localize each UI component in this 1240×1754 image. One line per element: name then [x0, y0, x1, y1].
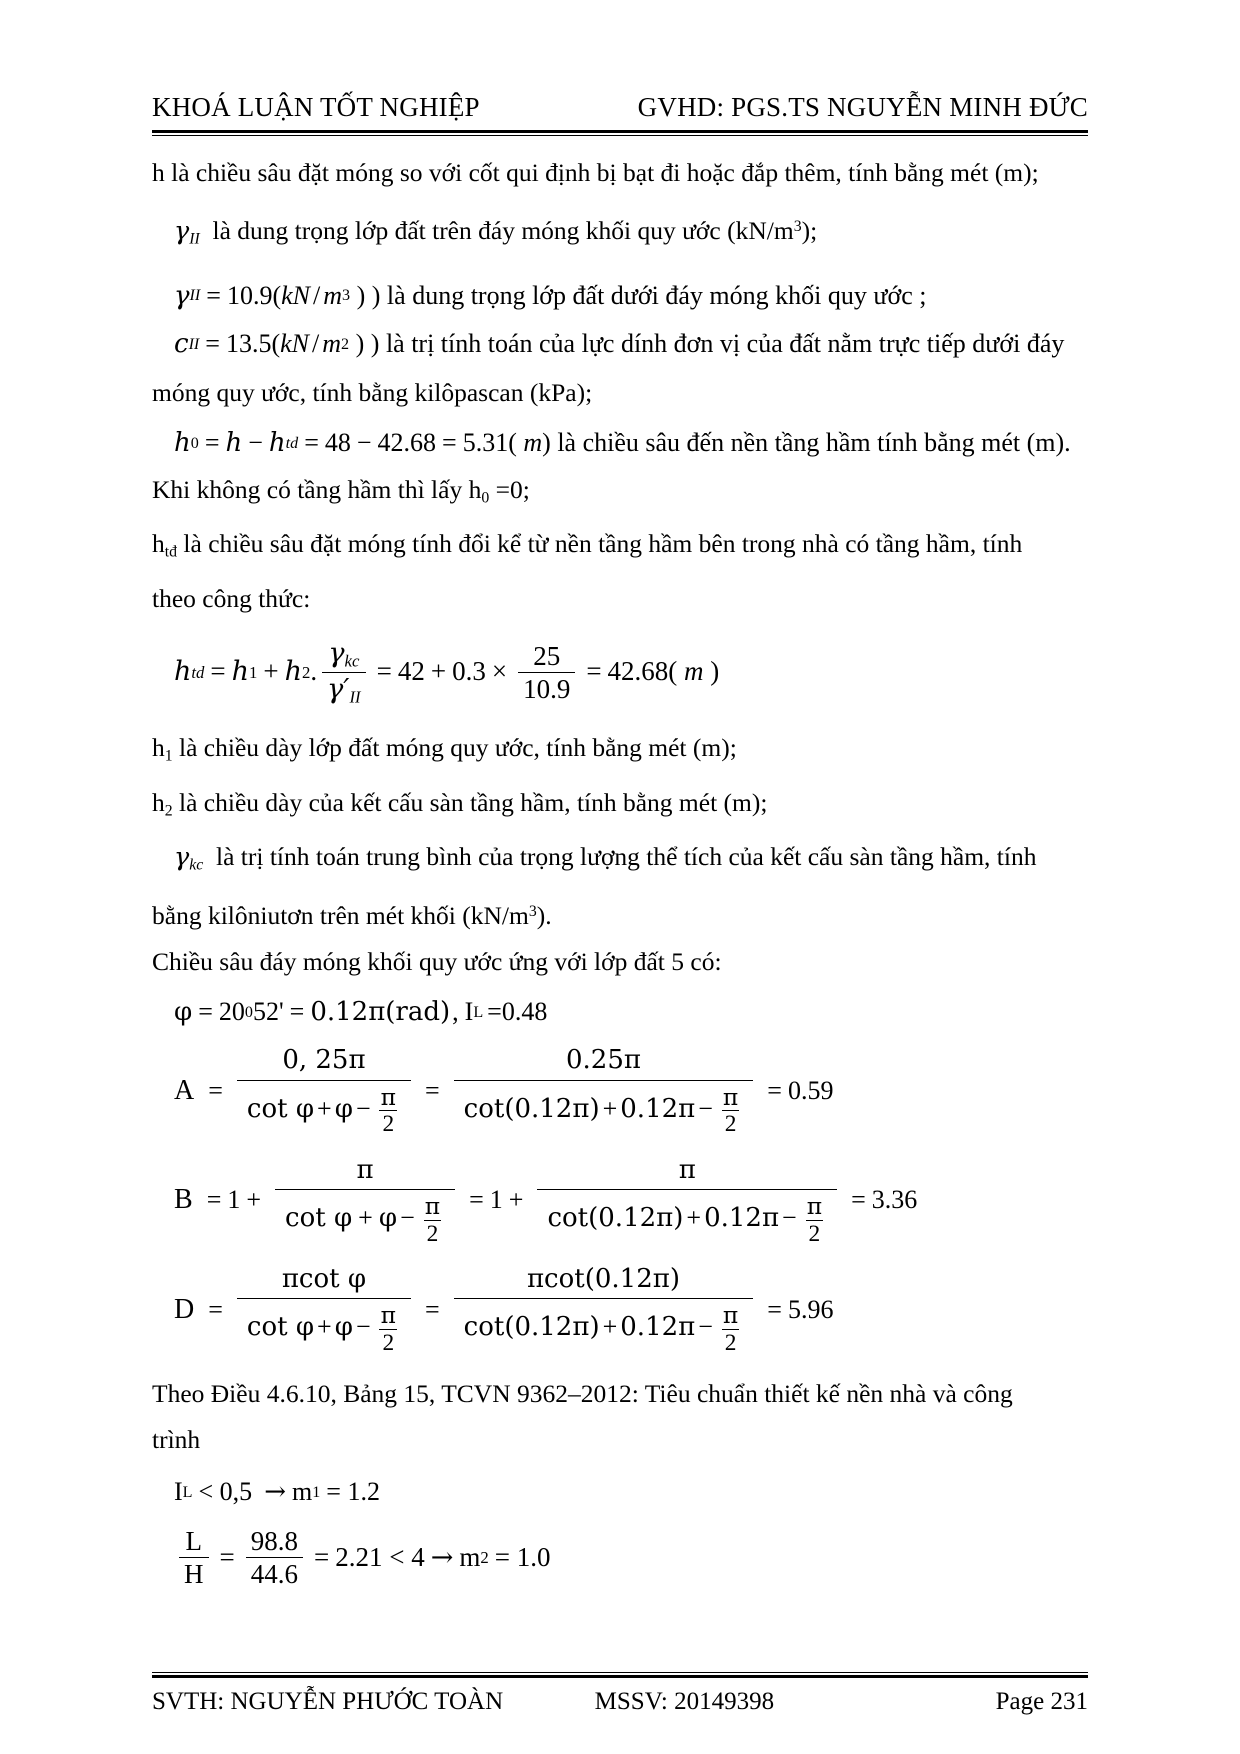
LH-ratio [179, 1526, 209, 1589]
equation-m1 [152, 1477, 1096, 1508]
phi-degree-sup: 0 [244, 1003, 253, 1021]
h1-desc: là chiều dày lớp đất móng quy ước, tính bằng mét (m); [172, 733, 737, 763]
htd-lhs: h [174, 656, 192, 688]
h0-a: 48 [324, 427, 351, 457]
gamma-kc-sub: kc [344, 651, 360, 671]
pi-over-2-b2: $\frac{\pi}{2}$ [806, 1191, 823, 1247]
coef-A-num1: 0, 25π [282, 1045, 366, 1076]
c-II-desc: ) là trị tính toán của lực dính đơn vị của đất nằm trực tiếp dưới đáy [370, 329, 1065, 359]
coef-A-num2: 0.25π [565, 1045, 641, 1076]
paragraph-htd-definition-cont: theo công thức: [152, 583, 311, 613]
equation-gamma-II: γ II = 10.9 ( kN / m 3 ) ) là dung trọng lớp đất dưới đáy móng khối quy ước ; [174, 280, 927, 311]
h0-zero-text: Khi không có tầng hầm thì lấy h [152, 474, 482, 504]
htd-h1: h [231, 656, 250, 688]
h1-label: h [152, 733, 165, 763]
gamma-prime-desc: là dung trọng lớp đất trên đáy móng khối quy ước (kN/m [212, 216, 794, 246]
equation-c-II: c II = 13.5 ( kN / m 2 ) ) là trị tính toán của lực dính đơn vị của đất nằm trực tiếp dưới đáy [174, 329, 1065, 360]
htd-h1-sub: 1 [249, 662, 258, 682]
htd-desc: là chiều sâu đặt móng tính đổi kể từ nền tầng hầm bên trong nhà có tầng hầm, tính [183, 529, 1023, 559]
il-value: =0.48 [487, 996, 548, 1026]
paragraph-htd-definition: $h_{tđ}$ là chiều sâu đặt móng tính đổi kể từ nền tầng hầm bên trong nhà có tầng hầm, tính [152, 529, 1023, 561]
htd-result: 42.68 [607, 656, 669, 687]
coef-B-one-2: 1 [489, 1185, 503, 1215]
il-sub: L [473, 1003, 484, 1021]
c-II-unit-kn: kN [280, 329, 310, 359]
coef-A-fraction-2 [454, 1045, 754, 1136]
header-right-advisor: GVHD: PGS.TS NGUYỄN MINH ĐỨC [637, 92, 1088, 122]
coef-D-fraction-1 [237, 1264, 411, 1355]
LH-num: 98.8 [250, 1526, 298, 1557]
pi-over-2-a1: $\frac{\pi}{2}$ [380, 1082, 396, 1138]
header-divider [152, 130, 1088, 136]
coef-B-fraction-1 [275, 1155, 455, 1246]
coef-A-result: 0.59 [787, 1076, 834, 1106]
m1-compare: < 0,5 [198, 1477, 253, 1507]
coef-B-cot1: cot φ [285, 1203, 353, 1233]
h2-desc: là chiều dày của kết cấu sàn tầng hầm, tính bằng mét (m); [172, 787, 768, 817]
coef-A-label: A [174, 1075, 195, 1107]
paragraph-depth-layer5: Chiều sâu đáy móng khối quy ước ứng với lớp đất 5 có: [152, 946, 722, 976]
gamma-II-unit-m: m [323, 280, 343, 310]
coef-B-cot2: cot(0.12π) [547, 1203, 684, 1233]
htd-h2-sub: 2 [302, 662, 311, 682]
page-header [152, 92, 1088, 123]
m2-sub: 2 [480, 1547, 489, 1567]
paragraph-standard-reference-cont: trình [152, 1425, 201, 1455]
equation-phi: φ = 20 0 52' = 0.12π(rad) , I L =0.48 [174, 996, 548, 1027]
coef-B-phi1: φ [378, 1203, 398, 1233]
gamma-II-value: 10.9 [226, 280, 273, 310]
coef-D-label: D [174, 1293, 195, 1325]
coef-B-one: 1 [227, 1185, 241, 1215]
h2-label: h [152, 787, 165, 817]
h0-htd: h [268, 427, 286, 458]
htd-gamma-ratio: $\frac{\gamma_{kc}}{\gamma'_{II}}$ [322, 638, 365, 708]
gamma-kc-desc: là trị tính toán trung bình của trọng lượng thể tích của kết cấu sàn tầng hầm, tính [216, 842, 1037, 872]
coef-B-label: B [174, 1184, 193, 1216]
coef-D-result: 5.96 [787, 1294, 834, 1324]
coef-D-num2: πcot(0.12π) [526, 1264, 680, 1295]
header-left-title: KHOÁ LUẬN TỐT NGHIỆP [152, 92, 480, 122]
coef-D-num1: πcot φ [281, 1264, 367, 1295]
phi-symbol: φ [174, 996, 193, 1027]
equation-htd: h td = h 1 + h 2 . $\frac{\gamma_{kc}}{\gamma'_{II}}$ = 42 + 0.3 × $\frac{25}{10.9}$ = 42.68 ( m ) [174, 637, 720, 707]
h0-lhs: h [174, 427, 191, 458]
htd-v1: 42 [397, 656, 425, 687]
h0-unit: m [523, 427, 543, 457]
paragraph-h2-definition: $h_2$ là chiều dày của kết cấu sàn tầng hầm, tính bằng mét (m); [152, 787, 768, 820]
m1-arrow: → [264, 1477, 286, 1508]
pi-over-2-d1: $\frac{\pi}{2}$ [380, 1301, 396, 1356]
coef-D-den1: cot φ + φ − $\frac{\pi}{2}$ [237, 1298, 411, 1355]
coef-D-cot2: cot(0.12π) [463, 1312, 600, 1343]
paragraph-gamma-kc-cont: bằng kilôniutơn trên mét khối $(kN/m^3)$. [152, 900, 552, 930]
pi-over-2-d2: $\frac{\pi}{2}$ [722, 1301, 739, 1356]
c-II-value: 13.5 [225, 329, 272, 359]
paragraph-gamma-prime: $\gamma_{II}$ là dung trọng lớp đất trên đáy móng khối quy ước $(kN/m^3)$; [174, 216, 818, 248]
m1-value: = 1.2 [326, 1477, 380, 1507]
htd-frac-den: 10.9 [518, 672, 575, 704]
paragraph-standard-reference: Theo Điều 4.6.10, Bảng 15, TCVN 9362–2012: Tiêu chuẩn thiết kế nền nhà và công [152, 1379, 1013, 1409]
h0-zero-tail: =0; [489, 474, 530, 504]
footer-divider [152, 1672, 1088, 1678]
gamma-kc-desc2: bằng kilôniutơn trên mét khối (kN/m [152, 900, 529, 930]
coef-D-den2: cot(0.12π) + 0.12π − $\frac{\pi}{2}$ [454, 1298, 754, 1355]
htd-frac-num: 25 [533, 640, 561, 671]
coef-A-den1: cot φ + φ − $\frac{\pi}{2}$ [237, 1080, 411, 1137]
coef-D-phi1: φ [334, 1312, 353, 1343]
htd-v2: 0.3 [452, 656, 486, 687]
footer-author: SVTH: NGUYỄN PHƯỚC TOÀN [152, 1688, 504, 1715]
equation-coefficient-D: D = πcot φ cot φ + φ − $\frac{\pi}{2}$ = πcot(0.12π) cot(0.12π) + 0.12π − $\frac{\pi}{2}$ = 5.96 [174, 1264, 834, 1356]
coef-A-den2: cot(0.12π) + 0.12π − $\frac{\pi}{2}$ [454, 1080, 754, 1137]
equation-coefficient-A: A = 0, 25π cot φ + φ − $\frac{\pi}{2}$ = 0.25π cot(0.12π) + 0.12π − $\frac{\pi}{2}$ = 0.59 [174, 1045, 834, 1138]
gamma-kc-desc2-tail: ). [536, 900, 552, 930]
htd-unit: m [684, 656, 704, 687]
pi-over-2-a2: $\frac{\pi}{2}$ [722, 1082, 739, 1138]
LH-den: 44.6 [246, 1557, 303, 1589]
coef-B-fraction-2 [537, 1155, 837, 1246]
coef-A-fraction-1 [237, 1045, 411, 1136]
coef-D-cot1: cot φ [246, 1312, 315, 1343]
htd-lhs-sub: td [191, 662, 205, 682]
phi-minutes: 52' [252, 996, 284, 1026]
h0-b: 42.68 [377, 427, 437, 457]
document-body [152, 150, 1096, 1590]
LH-values [246, 1526, 303, 1589]
L-label: L [185, 1526, 202, 1557]
coef-D-fraction-2 [454, 1264, 754, 1355]
m2-result: 2.21 < 4 [335, 1541, 425, 1572]
paragraph-h-definition: h là chiều sâu đặt móng so với cốt qui định bị bạt đi hoặc đắp thêm, tính bằng mét (m); [152, 158, 1039, 187]
gamma-II-unit-kn: kN [281, 280, 311, 310]
m2-value: = 1.0 [494, 1541, 551, 1572]
coef-B-den1: cot φ + φ − $\frac{\pi}{2}$ [275, 1189, 455, 1246]
coef-A-cot1: cot φ [246, 1093, 315, 1124]
paragraph-gamma-kc: $\gamma_{kc}$ là trị tính toán trung bình của trọng lượng thể tích của kết cấu sàn tầng hầm, tính [174, 842, 1037, 874]
gamma-prime-tail: ); [801, 216, 818, 246]
h0-desc: ) là chiều sâu đến nền tầng hầm tính bằng mét (m). [542, 427, 1071, 457]
coef-B-phi2: 0.12π [704, 1203, 780, 1233]
m2-label: m [459, 1541, 481, 1572]
m1-label: m [291, 1477, 313, 1507]
m1-sub: 1 [312, 1484, 321, 1502]
paragraph-h1-definition: $h_1$ là chiều dày lớp đất móng quy ước, tính bằng mét (m); [152, 733, 737, 765]
phi-degrees: 20 [218, 996, 245, 1026]
coef-B-den2: cot(0.12π) + 0.12π − $\frac{\pi}{2}$ [537, 1189, 837, 1246]
htd-number-fraction [518, 641, 575, 704]
h0-result: 5.31 [462, 427, 509, 457]
coef-B-num1: π [356, 1154, 374, 1185]
c-II-unit-m: m [322, 329, 342, 359]
coef-A-phi1: φ [334, 1093, 353, 1124]
gamma-II-sub: II [349, 687, 361, 707]
footer-student-id: MSSV: 20149398 [594, 1688, 775, 1715]
phi-radians: 0.12π(rad) [310, 996, 451, 1027]
htd-h2: h [284, 656, 303, 688]
coef-D-phi2: 0.12π [620, 1312, 696, 1343]
equation-m2: $\frac{L}{H}$ = $\frac{98.8}{44.6}$ = 2.21 < 4 → m 2 = 1.0 [152, 1526, 1096, 1589]
page-footer [152, 1688, 1088, 1716]
m1-il-sub: L [182, 1484, 193, 1502]
coef-B-result: 3.36 [871, 1185, 918, 1215]
footer-page-number: Page 231 [995, 1688, 1088, 1715]
pi-over-2-b1: $\frac{\pi}{2}$ [424, 1191, 441, 1247]
coef-B-num2: π [678, 1154, 696, 1185]
il-label: I [464, 996, 474, 1026]
coef-A-phi2: 0.12π [620, 1093, 696, 1124]
m2-arrow: → [430, 1541, 454, 1573]
gamma-II-desc: ) là dung trọng lớp đất dưới đáy móng khối quy ước ; [371, 280, 927, 310]
coef-A-cot2: cot(0.12π) [463, 1093, 600, 1124]
equation-coefficient-B: B = 1 + π cot φ + φ − $\frac{\pi}{2}$ = 1 + π cot(0.12π) + 0.12π − $\frac{\pi}{2}$ = 3.36 [174, 1154, 918, 1247]
paragraph-h0-zero: Khi không có tầng hầm thì lấy $h_0 =0$; [152, 474, 530, 507]
paragraph-c-II-cont: móng quy ước, tính bằng kilôpascan (kPa); [152, 377, 593, 407]
equation-h0: h 0 = h − h td = 48 − 42.68 = 5.31 ( m ) là chiều sâu đến nền tầng hầm tính bằng mét (m). [174, 427, 1071, 458]
m1-il: I [174, 1477, 183, 1507]
H-label: H [179, 1557, 209, 1589]
